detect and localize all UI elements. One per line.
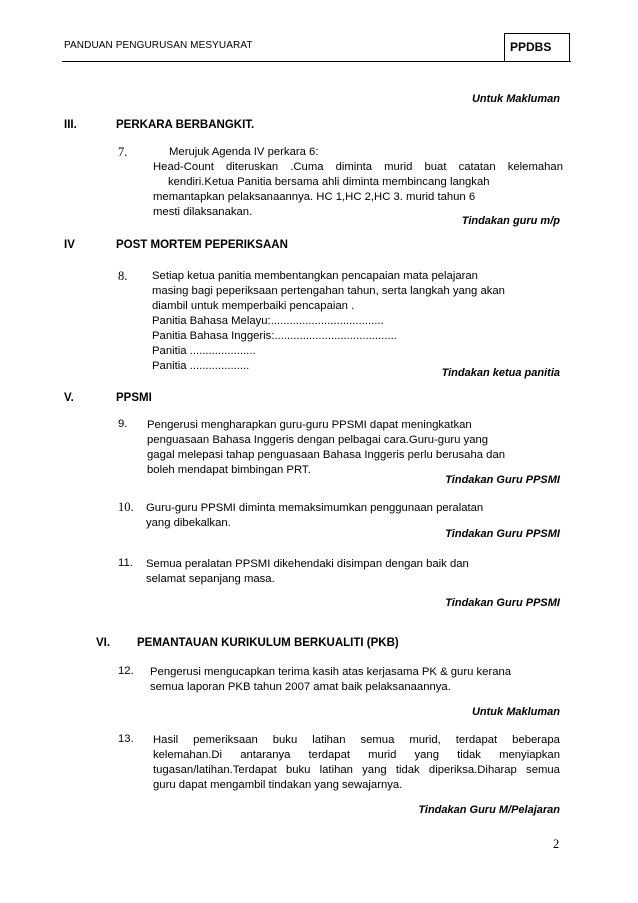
item-7-line-3: kendiri.Ketua Panitia bersama ahli diminta membincang langkah	[168, 176, 490, 188]
section-number-4: IV	[64, 239, 75, 251]
action-tindakan-ketua-panitia: Tindakan ketua panitia	[441, 367, 560, 379]
section-title-5: PPSMI	[116, 392, 152, 404]
item-13-line-3: tugasan/latihan.Terdapat buku latihan yang tidak diperiksa.Diharap semua	[153, 764, 560, 776]
item-7-line-1: Merujuk Agenda IV perkara 6:	[169, 146, 319, 158]
action-tindakan-guru-ppsmi-9: Tindakan Guru PPSMI	[445, 474, 560, 486]
item-13-line-4: guru dapat mengambil tindakan yang sewajarnya.	[153, 779, 403, 791]
action-tindakan-guru-m-pelajaran: Tindakan Guru M/Pelajaran	[418, 804, 560, 816]
item-8-line-2: masing bagi peperiksaan pertengahan tahun, serta langkah yang akan	[152, 285, 505, 297]
item-12-line-1: Pengerusi mengucapkan terima kasih atas kerjasama PK & guru kerana	[150, 666, 512, 678]
section-number-3: III.	[64, 119, 77, 131]
item-11-line-2: selamat sepanjang masa.	[146, 573, 275, 585]
item-number-13: 13.	[118, 733, 134, 745]
item-8-line-1: Setiap ketua panitia membentangkan pencapaian mata pelajaran	[152, 270, 478, 282]
item-number-10: 10.	[118, 500, 134, 514]
item-9-line-1: Pengerusi mengharapkan guru-guru PPSMI dapat meningkatkan	[147, 419, 472, 431]
section-title-6: PEMANTAUAN KURIKULUM BERKUALITI (PKB)	[137, 637, 399, 649]
item-8-line-5: Panitia Bahasa Inggeris:.......................................	[152, 330, 397, 342]
item-7-line-2: Head-Count diteruskan .Cuma diminta murid buat catatan kelemahan	[153, 161, 563, 173]
item-8-line-7: Panitia ...................	[152, 360, 250, 372]
action-tindakan-guru-ppsmi-11: Tindakan Guru PPSMI	[445, 597, 560, 609]
item-8-line-6: Panitia .....................	[152, 345, 256, 357]
item-9-line-4: boleh mendapat bimbingan PRT.	[147, 464, 311, 476]
action-tindakan-guru-ppsmi-10: Tindakan Guru PPSMI	[445, 528, 560, 540]
item-11-line-1: Semua peralatan PPSMI dikehendaki disimpan dengan baik dan	[146, 558, 469, 570]
action-untuk-makluman-12: Untuk Makluman	[471, 706, 560, 718]
item-7-line-4: memantapkan pelaksanaannya. HC 1,HC 2,HC 3. murid tahun 6	[153, 191, 476, 203]
action-untuk-makluman: Untuk Makluman	[471, 93, 560, 105]
item-12-line-2: semua laporan PKB tahun 2007 amat baik pelaksanaannya.	[150, 681, 451, 693]
section-title-4: POST MORTEM PEPERIKSAAN	[116, 239, 288, 251]
item-9-line-3: gagal melepasi tahap penguasaan Bahasa Inggeris perlu berusaha dan	[147, 449, 506, 461]
item-8-line-3: diambil untuk memperbaiki pencapaian .	[152, 300, 355, 312]
item-number-8: 8.	[118, 269, 128, 283]
item-number-9: 9.	[118, 418, 128, 430]
action-tindakan-guru-mp: Tindakan guru m/p	[461, 215, 560, 227]
item-9-line-2: penguasaan Bahasa Inggeris dengan pelbagai cara.Guru-guru yang	[147, 434, 489, 446]
header-title: PANDUAN PENGURUSAN MESYUARAT	[64, 40, 253, 51]
item-7-line-5: mesti dilaksanakan.	[153, 206, 253, 218]
item-number-7: 7.	[118, 145, 128, 159]
item-8-line-4: Panitia Bahasa Melayu:....................................	[152, 315, 384, 327]
header-brand: PPDBS	[510, 40, 552, 54]
item-number-12: 12.	[118, 665, 134, 677]
item-10-line-1: Guru-guru PPSMI diminta memaksimumkan penggunaan peralatan	[146, 502, 484, 514]
item-13-line-2: kelemahan.Di antaranya terdapat murid yang tidak menyiapkan	[153, 749, 560, 761]
item-number-11: 11.	[118, 557, 133, 569]
section-title-3: PERKARA BERBANGKIT.	[116, 119, 255, 131]
item-13-line-1: Hasil pemeriksaan buku latihan semua murid, terdapat beberapa	[153, 734, 560, 746]
section-number-6: VI.	[96, 637, 111, 649]
item-10-line-2: yang dibekalkan.	[146, 517, 231, 529]
header-rule	[62, 61, 571, 62]
section-number-5: V.	[64, 392, 74, 404]
page-number: 2	[553, 837, 560, 851]
